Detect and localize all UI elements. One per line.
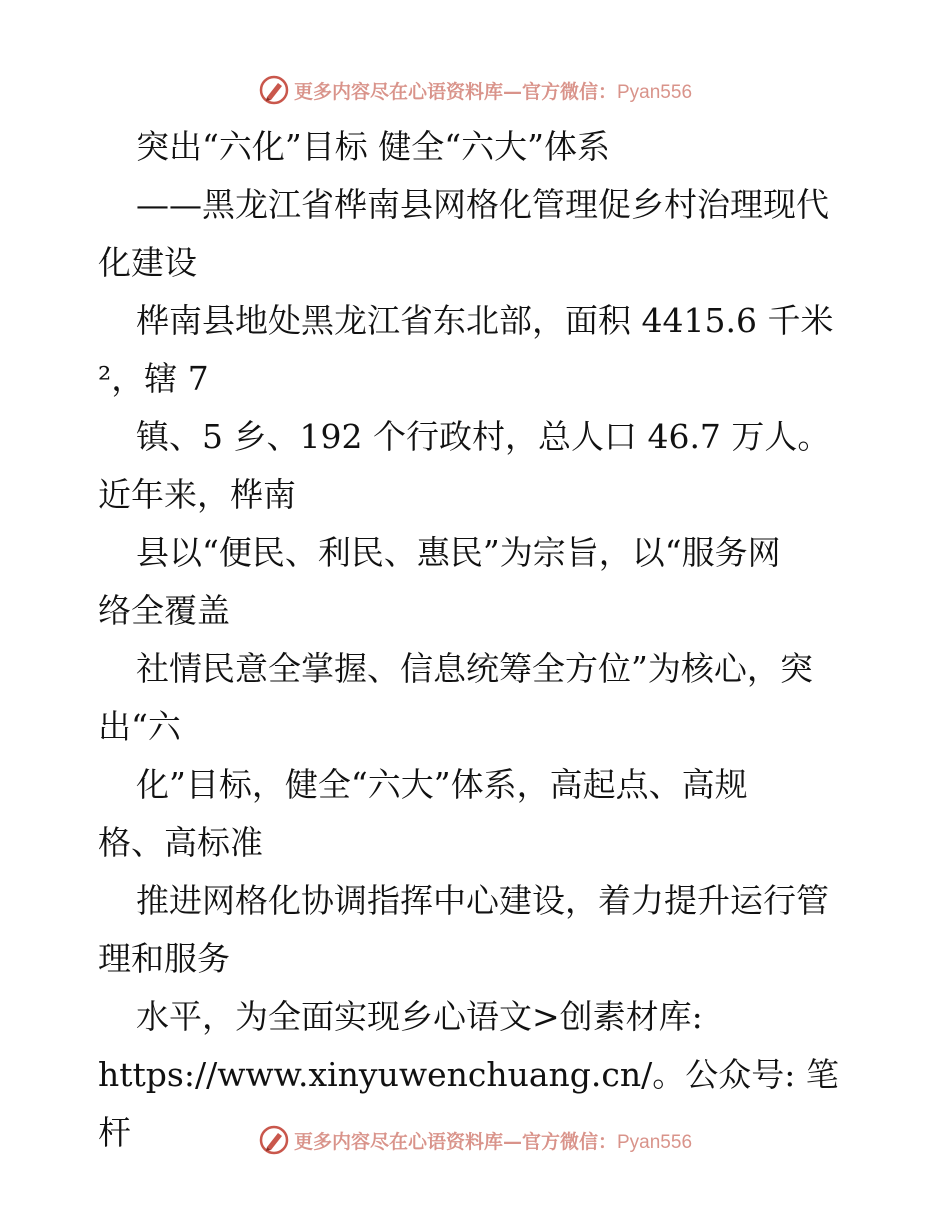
doc-line: 络全覆盖 <box>98 591 230 630</box>
doc-line: 理和服务 <box>98 939 230 978</box>
doc-line: ²，辖 7 <box>98 359 209 398</box>
doc-line: 化”目标，健全“六大”体系，高起点、高规 <box>136 765 748 804</box>
doc-line: 水平，为全面实现乡心语文>创素材库: <box>136 997 703 1036</box>
header-banner-text: 更多内容尽在心语资料库—官方微信：Pyan556 <box>293 80 693 103</box>
footer-banner <box>0 1120 950 1160</box>
doc-line: 突出“六化”目标 健全“六大”体系 <box>136 127 610 166</box>
header-banner <box>0 70 950 110</box>
doc-line: 县以“便民、利民、惠民”为宗旨，以“服务网 <box>136 533 781 572</box>
doc-line: 桦南县地处黑龙江省东北部，面积 4415.6 千米 <box>136 301 834 340</box>
doc-line-link[interactable]: https://www.xinyuwenchuang.cn/。公众号: 笔杆 <box>98 1055 839 1152</box>
doc-line: 出“六 <box>98 707 181 746</box>
doc-line: ——黑龙江省桦南县网格化管理促乡村治理现代 <box>136 185 829 224</box>
doc-line: 近年来，桦南 <box>98 475 296 514</box>
doc-line: 化建设 <box>98 243 197 282</box>
doc-line: 格、高标准 <box>98 823 263 862</box>
doc-line: 社情民意全掌握、信息统筹全方位”为核心，突 <box>136 649 813 688</box>
document-body <box>98 118 858 1162</box>
pen-logo-icon <box>258 74 290 106</box>
doc-line: 镇、5 乡、192 个行政村，总人口 46.7 万人。 <box>136 417 831 456</box>
footer-banner-text: 更多内容尽在心语资料库—官方微信：Pyan556 <box>293 1130 693 1153</box>
pen-logo-icon <box>258 1124 290 1156</box>
doc-line: 推进网格化协调指挥中心建设，着力提升运行管 <box>136 881 829 920</box>
